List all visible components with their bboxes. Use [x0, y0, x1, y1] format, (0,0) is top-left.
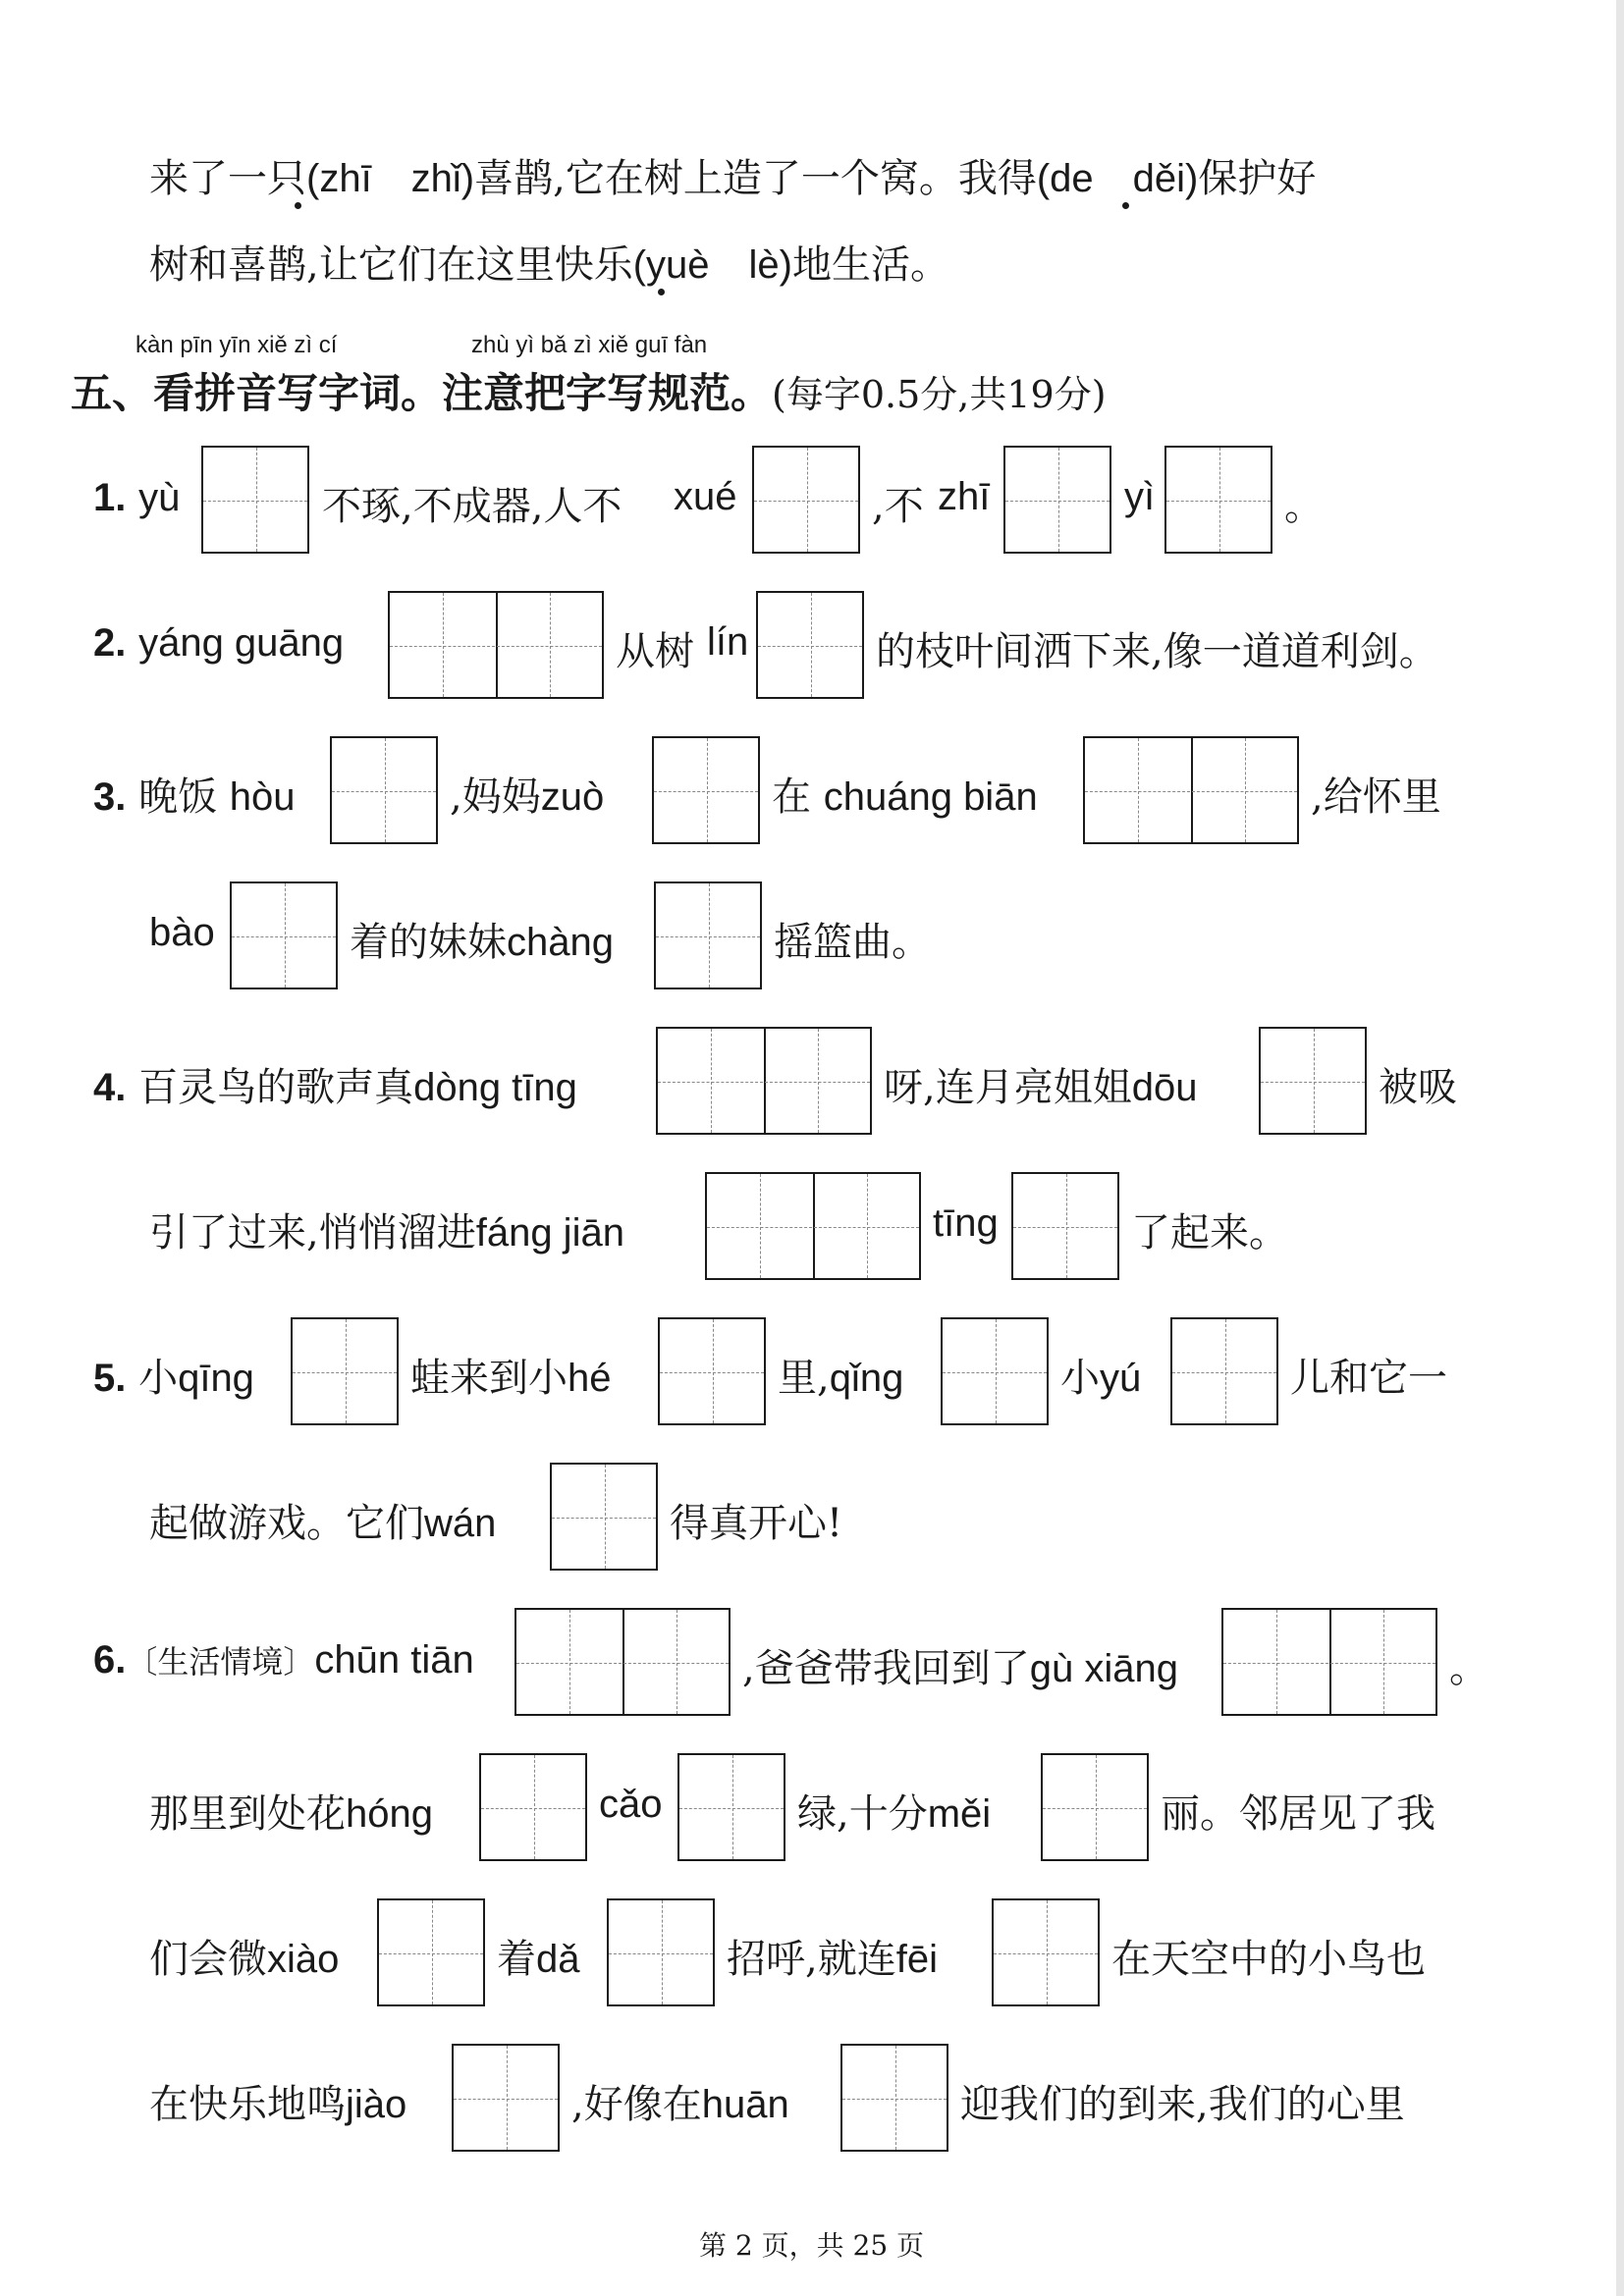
text: 蛙来到小 [410, 1356, 568, 1401]
answer-box[interactable] [1003, 446, 1111, 554]
answer-box[interactable] [479, 1753, 587, 1861]
text: 迎我们的到来,我们的心里 [960, 2082, 1405, 2127]
context-tag: 〔生活情境〕 [126, 1643, 315, 1681]
q4-line [93, 1056, 577, 1112]
heading-ruby-1: kàn pīn yīn xiě zì cí [135, 332, 338, 358]
text: 小 [138, 1356, 179, 1401]
q6-line3 [149, 1928, 339, 1984]
question-number: 4. [93, 1066, 127, 1109]
answer-box[interactable] [330, 736, 438, 844]
text: 百灵鸟的歌声真 [138, 1065, 414, 1110]
answer-box[interactable] [1041, 1753, 1149, 1861]
answer-box[interactable] [654, 881, 762, 989]
pinyin: wán [424, 1502, 497, 1545]
q6-mid2 [797, 1783, 991, 1839]
text: 喜鹊,它在树上造了一个窝。我得 [474, 156, 1037, 201]
pinyin: lín [707, 620, 749, 664]
q2-line [93, 620, 344, 666]
answer-box-2[interactable] [656, 1027, 872, 1135]
emphasis-dot [295, 202, 301, 209]
q3-mid [450, 766, 604, 822]
answer-box[interactable] [1170, 1317, 1278, 1425]
question-number: 1. [93, 476, 127, 519]
answer-box[interactable] [840, 2044, 948, 2152]
page-number: 第 2 页，共 25 页 [699, 2229, 925, 2262]
text: 招呼,就连 [727, 1937, 896, 1982]
text: 小 [1060, 1356, 1100, 1401]
pinyin: xué [674, 475, 737, 518]
answer-box[interactable] [756, 591, 864, 699]
emphasis-dot [658, 289, 665, 295]
pinyin-choice: (zhī zhǐ) [306, 157, 475, 200]
answer-box[interactable] [992, 1898, 1100, 2006]
pinyin: zhī [938, 475, 991, 518]
pinyin-choice: (de děi) [1036, 157, 1199, 200]
pinyin: jiào [346, 2083, 407, 2126]
text: 那里到处花 [149, 1791, 346, 1837]
text: 呀,连月亮姐姐 [884, 1065, 1132, 1110]
q5-mid [410, 1347, 612, 1403]
pinyin: hóng [346, 1792, 433, 1836]
q5-line2 [149, 1492, 496, 1548]
pinyin: bào [149, 911, 215, 954]
pinyin: cǎo [599, 1783, 663, 1826]
text: 起做游戏。它们 [149, 1501, 424, 1546]
text: 不琢,不成器,人不 [322, 484, 623, 529]
pinyin: qīng [178, 1357, 254, 1400]
pinyin: qǐng [829, 1357, 904, 1400]
pinyin: dòng tīng [413, 1066, 577, 1109]
pinyin-choice: (yuè lè) [632, 243, 792, 287]
passage-line-1 [149, 147, 1316, 203]
answer-box[interactable] [1259, 1027, 1367, 1135]
pinyin: dǎ [536, 1938, 580, 1981]
q3-mid2 [772, 766, 1038, 822]
text: 。 [1284, 484, 1324, 529]
pinyin: fēi [895, 1938, 938, 1981]
text: 摇篮曲。 [774, 920, 931, 965]
text: 在天空中的小鸟也 [1111, 1937, 1426, 1982]
text: 在 [772, 774, 811, 820]
pinyin: tīng [933, 1201, 999, 1245]
answer-box-2[interactable] [388, 591, 604, 699]
pinyin: zuò [540, 775, 605, 819]
pinyin: huān [701, 2083, 789, 2126]
answer-box[interactable] [1011, 1172, 1119, 1280]
pinyin: dōu [1131, 1066, 1198, 1109]
q4-line2 [149, 1201, 624, 1257]
q5-mid2 [778, 1347, 903, 1403]
text: 引了过来,悄悄溜进 [149, 1210, 476, 1255]
question-number: 5. [93, 1357, 127, 1400]
pinyin: chūn tiān [314, 1638, 474, 1682]
answer-box-2[interactable] [1221, 1608, 1437, 1716]
answer-box[interactable] [607, 1898, 715, 2006]
answer-box[interactable] [752, 446, 860, 554]
q6-line4 [149, 2073, 406, 2129]
question-number: 3. [93, 775, 127, 819]
answer-box[interactable] [677, 1753, 785, 1861]
pinyin: gù xiāng [1029, 1647, 1178, 1690]
answer-box[interactable] [291, 1317, 399, 1425]
q6-line2 [149, 1783, 433, 1839]
pinyin: chuáng biān [823, 775, 1038, 819]
text: 着的妹妹 [350, 920, 507, 965]
text: 被吸 [1379, 1065, 1457, 1110]
text: 丽。邻居见了我 [1161, 1791, 1435, 1837]
passage-line-2 [149, 234, 949, 290]
text: ,好像在 [571, 2082, 702, 2127]
text: 们会微 [149, 1937, 267, 1982]
pinyin: yáng guāng [138, 621, 345, 665]
q5-mid3 [1060, 1347, 1141, 1403]
emphasis-dot [1122, 202, 1129, 209]
text: 来了一只 [149, 156, 306, 201]
text: 儿和它一 [1290, 1356, 1447, 1401]
q6-line [93, 1637, 474, 1682]
answer-box[interactable] [550, 1463, 658, 1571]
q6-mid [742, 1637, 1178, 1693]
text: ,妈妈 [450, 774, 541, 820]
text: 里, [778, 1356, 830, 1401]
pinyin: yú [1100, 1357, 1142, 1400]
pinyin: fáng jiān [475, 1211, 624, 1255]
text: ,爸爸带我回到了 [742, 1646, 1030, 1691]
q6-mid4 [727, 1928, 938, 1984]
pinyin: hé [568, 1357, 612, 1400]
answer-box-2[interactable] [1083, 736, 1299, 844]
answer-box[interactable] [941, 1317, 1049, 1425]
text: 保护好 [1198, 156, 1317, 201]
section-title [71, 361, 1107, 420]
title-text: 五、看拼音写字词。注意把字写规范。 [71, 369, 773, 417]
answer-box[interactable] [652, 736, 760, 844]
text: 地生活。 [791, 242, 949, 288]
pinyin: chàng [507, 921, 614, 964]
text: 在快乐地鸣 [149, 2082, 346, 2127]
question-number: 2. [93, 621, 127, 665]
pinyin: yì [1124, 475, 1156, 518]
answer-box[interactable] [230, 881, 338, 989]
q4-mid [884, 1056, 1197, 1112]
q3-line2 [350, 911, 614, 967]
pinyin: hòu [229, 775, 296, 819]
text: 。 [1449, 1646, 1489, 1691]
answer-box[interactable] [1164, 446, 1272, 554]
text: 的枝叶间洒下来,像一道道利剑。 [876, 629, 1438, 674]
text: 从树 [616, 629, 694, 674]
text: 得真开心! [670, 1501, 843, 1546]
answer-box[interactable] [658, 1317, 766, 1425]
pinyin: xiào [267, 1938, 340, 1981]
page-edge [1616, 0, 1624, 2296]
q6-mid3 [497, 1928, 580, 1984]
text: 了起来。 [1131, 1210, 1288, 1255]
q6-mid5 [571, 2073, 789, 2129]
score-text: (每字0.5分,共19分) [772, 373, 1107, 416]
q1-line [93, 475, 180, 520]
text: 树和喜鹊,让它们在这里快乐 [149, 242, 633, 288]
answer-box[interactable] [377, 1898, 485, 2006]
q5-line [93, 1347, 254, 1403]
answer-box-2[interactable] [705, 1172, 921, 1280]
answer-box-2[interactable] [514, 1608, 731, 1716]
q3-line [93, 766, 296, 822]
question-number: 6. [93, 1638, 127, 1682]
pinyin: měi [927, 1792, 992, 1836]
pinyin: yù [138, 476, 181, 519]
text: 绿,十分 [797, 1791, 928, 1837]
text: 晚饭 [138, 774, 218, 820]
text: 着 [497, 1937, 536, 1982]
answer-box[interactable] [201, 446, 309, 554]
text: ,不 [872, 484, 924, 529]
heading-ruby-2: zhù yì bǎ zì xiě guī fàn [471, 332, 708, 358]
text: ,给怀里 [1311, 774, 1441, 820]
answer-box[interactable] [452, 2044, 560, 2152]
